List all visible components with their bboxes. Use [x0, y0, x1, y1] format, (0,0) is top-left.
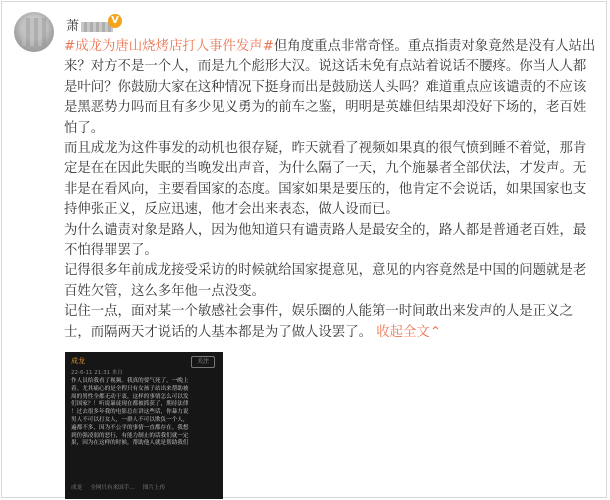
screenshot-line: 果，因为在这样的时候，帮助他人就是帮助我们	[71, 440, 189, 447]
post-paragraph-5: 记住一点，面对某一个敏感社会事件，娱乐圈的人能第一时间敢出来发声的人是正义之士，而隔两天才说话的人基本都是为了做人设罢了。 收起全文⌃	[64, 304, 573, 340]
chevron-up-icon: ⌃	[429, 324, 442, 340]
author-name[interactable]: 萧	[66, 15, 113, 34]
post-body	[64, 37, 596, 343]
screenshot-follow-button: 关注	[191, 356, 215, 368]
hashtag-link[interactable]: #成龙为唐山烧烤店打人事件发声#	[64, 39, 274, 54]
screenshot-footer: 成龙 全网只有米国手… 图片上传	[71, 485, 166, 491]
screenshot-line: 男人不可以打女人，一群人不可以欺负一个人，	[71, 416, 189, 423]
screenshot-line: 们国家？！听说暴徒现在都被抓获了，期待法律	[71, 401, 189, 408]
post-paragraph-4: 记得很多年前成龙接受采访的时候就给国家提意见，意见的内容竟然是中国的问题就是老百姓欠管，这么多年他一点没变。	[64, 263, 587, 299]
screenshot-line: 着。尤其痛心的是全程只有女孩子站出来帮助被	[71, 385, 189, 392]
verified-badge-icon: V	[108, 14, 122, 28]
screenshot-author: 成龙	[71, 357, 85, 365]
screenshot-line: 到仿强凌弱的恶行，有能力制止的话我们就一定	[71, 432, 189, 439]
post-paragraph-2: 而且成龙为这件事发的动机也很存疑，昨天就看了视频如果真的很气愤到睡不着觉，那肯定是在在因此失眠的当晚发出声音，为什么隔了一天，九个施暴者全部伏法，才发声。无非是在看风向，主要看国家的态度。国家如果是要压的，他肯定不会说话，如果国家也支持伸张正义，反应迅速，他才会出来表态，做人设而已。	[64, 141, 587, 218]
avatar[interactable]	[14, 12, 54, 52]
screenshot-line: 周的男性全都无动于衷，这样的事情怎么可以发	[71, 393, 189, 400]
post-paragraph-3: 为什么谴责对象是路人，因为他知道只有谴责路人是最安全的，路人都是普通老百姓，最不怕得罪罢了。	[64, 222, 587, 259]
screenshot-line: 遍都不多，因为不公平的事情一直都存在。我想	[71, 424, 189, 431]
screenshot-time: 22-6-11 21:31 来自	[71, 370, 123, 376]
collapse-full-text-link[interactable]: 收起全文⌃	[376, 324, 442, 340]
screenshot-line: 作人员给我看了视频。我真的要气死了，一晚上	[71, 378, 189, 384]
attached-screenshot-image[interactable]	[65, 352, 223, 499]
screenshot-text	[71, 378, 219, 448]
weibo-post-card	[1, 1, 607, 498]
screenshot-line: ！过去很多年我的电影总在讲这些话，你暴力说	[71, 409, 189, 416]
post-paragraph-1: #成龙为唐山烧烤店打人事件发声#但角度重点非常奇怪。重点指责对象竟然是没有人站出来？对方不是一个人，而是九个彪形大汉。说这话未免有点站着说话不腰疼。你当人人都是叶问？你鼓励大家在这种情况下挺身而出是鼓励送人头吗？难道重点应该谴责的不应该是黑恶势力吗而且有多少见义勇为的前车之鉴，明明是英雄但结果却没好下场的，老百姓怕了。	[64, 39, 596, 136]
